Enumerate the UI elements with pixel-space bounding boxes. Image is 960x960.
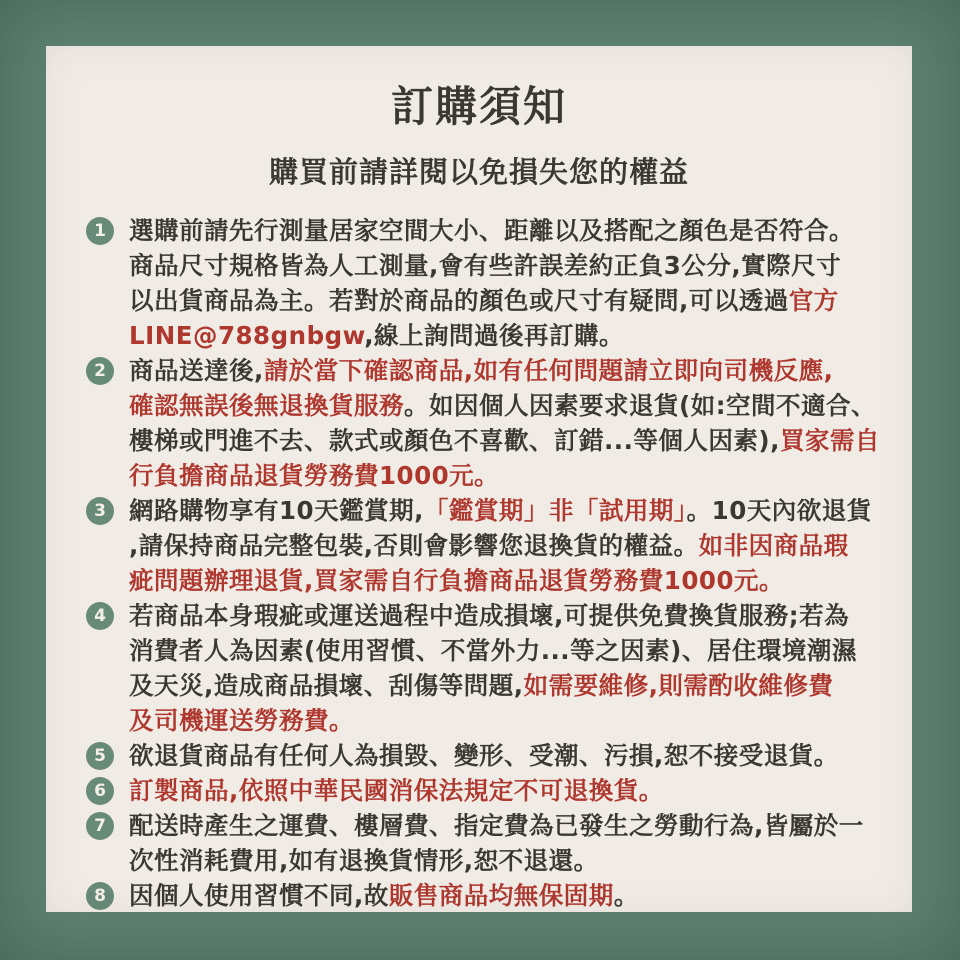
text-line — [129, 633, 857, 668]
text-line — [129, 493, 872, 528]
item-text — [129, 773, 664, 808]
notice-item — [86, 773, 888, 808]
text-line — [129, 353, 880, 388]
text-segment: 行負擔商品退貨勞務費1000元。 — [129, 461, 500, 490]
item-number-badge: 3 — [86, 497, 114, 525]
text-line — [129, 318, 854, 353]
text-segment: 請於當下確認商品,如有任何問題請立即向司機反應, — [263, 356, 834, 385]
text-line — [129, 213, 854, 248]
text-segment: 配送時產生之運費、樓層費、指定費為已發生之勞動行為,皆屬於一 — [129, 811, 864, 840]
text-line — [129, 843, 864, 878]
text-segment: 選購前請先行測量居家空間大小、距離以及搭配之顏色是否符合。 — [129, 216, 854, 245]
text-line — [129, 878, 639, 913]
text-segment: LINE@788gnbgw — [129, 321, 365, 350]
text-line — [129, 598, 857, 633]
text-line — [129, 283, 854, 318]
notice-item — [86, 598, 888, 738]
notice-item — [86, 808, 888, 878]
item-number-badge: 6 — [86, 777, 114, 805]
text-line — [129, 773, 664, 808]
notice-item — [86, 213, 888, 353]
text-segment: 及司機運送勞務費。 — [129, 706, 354, 735]
item-text — [129, 808, 864, 878]
notice-item — [86, 493, 888, 598]
item-text — [129, 598, 857, 738]
item-text — [129, 493, 872, 598]
text-segment: 確認無誤後無退換貨服務 — [129, 391, 404, 420]
item-number-badge: 8 — [86, 882, 114, 910]
text-line — [129, 668, 857, 703]
text-line — [129, 738, 839, 773]
text-segment: 次性消耗費用,如有退換貨情形,恕不退還。 — [129, 846, 599, 875]
text-line — [129, 703, 857, 738]
text-segment: 網路購物享有10天鑑賞期, — [129, 496, 424, 525]
item-text — [129, 213, 854, 353]
text-segment: 官方 — [788, 286, 839, 315]
text-segment: 訂製商品,依照中華民國消保法規定不可退換貨。 — [129, 776, 664, 805]
item-number-badge: 2 — [86, 357, 114, 385]
text-line — [129, 423, 880, 458]
text-segment: 消費者人為因素(使用習慣、不當外力...等之因素)、居住環境潮濕 — [129, 636, 857, 665]
notice-list — [46, 213, 912, 913]
notice-panel — [46, 46, 912, 912]
notice-item — [86, 738, 888, 773]
item-number-badge: 1 — [86, 217, 114, 245]
text-segment: 疵問題辦理退貨,買家需自行負擔商品退貨勞務費1000元。 — [129, 566, 784, 595]
text-segment: 買家需自 — [779, 426, 880, 455]
text-segment: 如需要維修,則需酌收維修費 — [523, 671, 834, 700]
notice-item — [86, 353, 888, 493]
text-segment: 樓梯或門進不去、款式或顏色不喜歡、訂錯...等個人因素), — [129, 426, 780, 455]
text-segment: 及天災,造成商品損壞、刮傷等問題, — [129, 671, 524, 700]
text-segment: 如非因商品瑕 — [698, 531, 849, 560]
text-segment: 。如因個人因素要求退貨(如:空間不適合、 — [404, 391, 876, 420]
item-text — [129, 878, 639, 913]
item-number-badge: 5 — [86, 742, 114, 770]
text-line — [129, 563, 872, 598]
text-line — [129, 458, 880, 493]
text-segment: 因個人使用習慣不同,故 — [129, 881, 389, 910]
text-line — [129, 808, 864, 843]
text-segment: 。 — [613, 881, 639, 910]
text-segment: 商品送達後, — [129, 356, 264, 385]
text-line — [129, 388, 880, 423]
page-title: 訂購須知 — [390, 82, 567, 131]
text-segment: 以出貨商品為主。若對於商品的顏色或尺寸有疑問,可以透過 — [129, 286, 789, 315]
text-segment: 欲退貨商品有任何人為損毀、變形、受潮、污損,恕不接受退貨。 — [129, 741, 839, 770]
text-segment: ,線上詢問過後再訂購。 — [364, 321, 625, 350]
page-subtitle: 購買前請詳閱以免損失您的權益 — [268, 155, 689, 189]
text-segment: 商品尺寸規格皆為人工測量,會有些許誤差約正負3公分,實際尺寸 — [129, 251, 842, 280]
item-number-badge: 7 — [86, 812, 114, 840]
text-segment: 販售商品均無保固期 — [388, 881, 614, 910]
item-text — [129, 738, 839, 773]
text-segment: 「鑑賞期」非「試用期」 — [423, 496, 687, 525]
text-segment: ,請保持商品完整包裝,否則會影響您退換貨的權益。 — [129, 531, 699, 560]
text-line — [129, 248, 854, 283]
text-segment: 若商品本身瑕疵或運送過程中造成損壞,可提供免費換貨服務;若為 — [129, 601, 850, 630]
item-number-badge: 4 — [86, 602, 114, 630]
notice-item — [86, 878, 888, 913]
text-line — [129, 528, 872, 563]
text-segment: 。10天內欲退貨 — [686, 496, 872, 525]
item-text — [129, 353, 880, 493]
